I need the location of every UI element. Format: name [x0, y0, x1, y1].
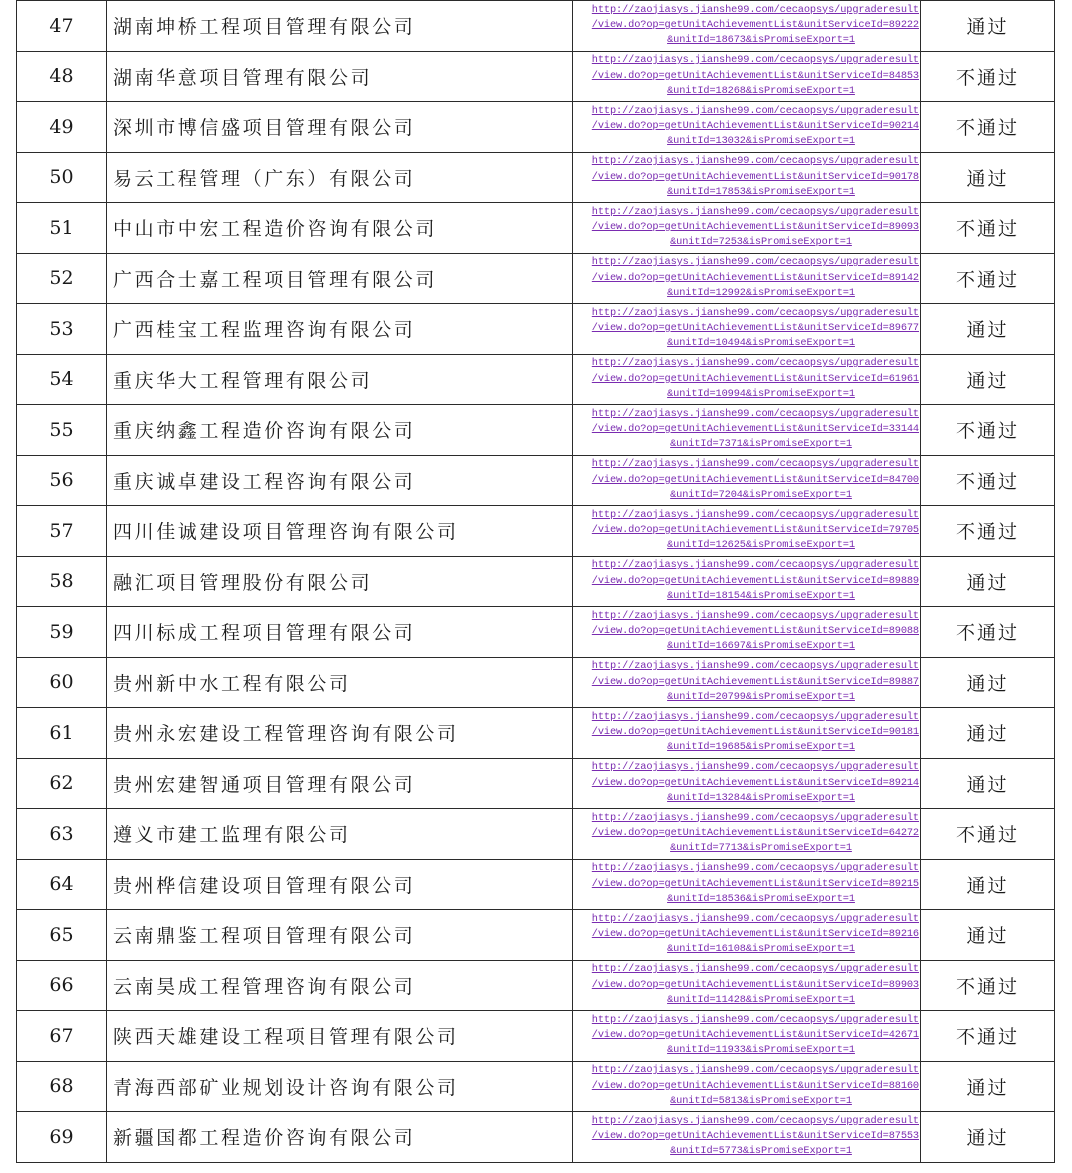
review-status: 通过 — [921, 859, 1055, 910]
results-sheet — [16, 0, 1054, 1163]
result-link-cell — [573, 910, 921, 961]
row-number: 53 — [17, 304, 107, 355]
result-link[interactable] — [573, 457, 919, 503]
company-name: 贵州新中水工程有限公司 — [107, 657, 573, 708]
row-number: 58 — [17, 556, 107, 607]
table-row — [17, 809, 1055, 860]
review-status: 通过 — [921, 1061, 1055, 1112]
review-status: 不通过 — [921, 405, 1055, 456]
result-link-line: /view.do?op=getUnitAchievementList&unitServiceId=84853 — [591, 69, 919, 82]
result-link[interactable] — [573, 710, 919, 756]
row-number: 60 — [17, 657, 107, 708]
review-status: 不通过 — [921, 102, 1055, 153]
table-row — [17, 354, 1055, 405]
result-link[interactable] — [573, 1114, 919, 1160]
result-link-line: /view.do?op=getUnitAchievementList&unitServiceId=89903 — [591, 978, 919, 991]
review-status: 通过 — [921, 1112, 1055, 1163]
row-number: 56 — [17, 455, 107, 506]
table-row — [17, 51, 1055, 102]
result-link-cell — [573, 1, 921, 52]
result-link-line: /view.do?op=getUnitAchievementList&unitServiceId=84700 — [591, 473, 919, 486]
table-row — [17, 556, 1055, 607]
row-number: 65 — [17, 910, 107, 961]
table-row — [17, 859, 1055, 910]
company-name: 重庆纳鑫工程造价咨询有限公司 — [107, 405, 573, 456]
row-number: 59 — [17, 607, 107, 658]
result-link[interactable] — [573, 861, 919, 907]
result-link-line: /view.do?op=getUnitAchievementList&unitServiceId=89093 — [591, 221, 919, 234]
result-link-line: http://zaojiasys.jianshe99.com/cecaopsys/upgraderesult — [591, 660, 919, 673]
row-number: 57 — [17, 506, 107, 557]
result-link-line: /view.do?op=getUnitAchievementList&unitServiceId=89088 — [591, 625, 919, 638]
result-link-line: /view.do?op=getUnitAchievementList&unitServiceId=90214 — [591, 120, 919, 133]
result-link-line: &unitId=7253&isPromiseExport=1 — [670, 236, 852, 249]
result-link[interactable] — [573, 104, 919, 150]
result-link-line: &unitId=18154&isPromiseExport=1 — [667, 589, 855, 602]
result-link-line: http://zaojiasys.jianshe99.com/cecaopsys/upgraderesult — [591, 912, 919, 925]
result-link-line: http://zaojiasys.jianshe99.com/cecaopsys/upgraderesult — [591, 811, 919, 824]
review-status: 通过 — [921, 708, 1055, 759]
result-link[interactable] — [573, 1063, 919, 1109]
result-link-line: &unitId=12625&isPromiseExport=1 — [667, 539, 855, 552]
results-table-body — [17, 1, 1055, 1163]
result-link[interactable] — [573, 609, 919, 655]
row-number: 63 — [17, 809, 107, 860]
result-link-line: &unitId=5813&isPromiseExport=1 — [670, 1094, 852, 1107]
result-link-line: /view.do?op=getUnitAchievementList&unitServiceId=89142 — [591, 271, 919, 284]
result-link-line: http://zaojiasys.jianshe99.com/cecaopsys/upgraderesult — [591, 963, 919, 976]
result-link-line: &unitId=12992&isPromiseExport=1 — [667, 286, 855, 299]
result-link-cell — [573, 1061, 921, 1112]
review-status: 通过 — [921, 354, 1055, 405]
table-row — [17, 455, 1055, 506]
row-number: 69 — [17, 1112, 107, 1163]
result-link-line: &unitId=18268&isPromiseExport=1 — [667, 84, 855, 97]
result-link-line: &unitId=13032&isPromiseExport=1 — [667, 135, 855, 148]
review-status: 通过 — [921, 1, 1055, 52]
result-link-cell — [573, 758, 921, 809]
result-link-cell — [573, 708, 921, 759]
result-link-line: &unitId=10494&isPromiseExport=1 — [667, 337, 855, 350]
result-link-line: &unitId=10994&isPromiseExport=1 — [667, 387, 855, 400]
result-link-line: &unitId=11428&isPromiseExport=1 — [667, 993, 855, 1006]
result-link-cell — [573, 556, 921, 607]
result-link-line: http://zaojiasys.jianshe99.com/cecaopsys/upgraderesult — [591, 1114, 919, 1127]
result-link-line: http://zaojiasys.jianshe99.com/cecaopsys/upgraderesult — [591, 609, 919, 622]
review-status: 不通过 — [921, 506, 1055, 557]
review-status: 不通过 — [921, 203, 1055, 254]
review-status: 通过 — [921, 910, 1055, 961]
row-number: 51 — [17, 203, 107, 254]
review-status: 不通过 — [921, 1011, 1055, 1062]
result-link[interactable] — [573, 407, 919, 453]
result-link[interactable] — [573, 508, 919, 554]
company-name: 遵义市建工监理有限公司 — [107, 809, 573, 860]
review-status: 通过 — [921, 657, 1055, 708]
row-number: 64 — [17, 859, 107, 910]
result-link-line: /view.do?op=getUnitAchievementList&unitServiceId=89677 — [591, 322, 919, 335]
result-link-line: &unitId=16697&isPromiseExport=1 — [667, 640, 855, 653]
result-link-line: /view.do?op=getUnitAchievementList&unitServiceId=79705 — [591, 524, 919, 537]
result-link-cell — [573, 809, 921, 860]
table-row — [17, 405, 1055, 456]
result-link-cell — [573, 506, 921, 557]
table-row — [17, 506, 1055, 557]
result-link-line: /view.do?op=getUnitAchievementList&unitServiceId=89215 — [591, 877, 919, 890]
row-number: 55 — [17, 405, 107, 456]
company-name: 新疆国都工程造价咨询有限公司 — [107, 1112, 573, 1163]
table-row — [17, 152, 1055, 203]
review-status: 通过 — [921, 758, 1055, 809]
result-link-line: http://zaojiasys.jianshe99.com/cecaopsys/upgraderesult — [591, 862, 919, 875]
row-number: 66 — [17, 960, 107, 1011]
result-link[interactable] — [573, 760, 919, 806]
company-name: 云南鼎鉴工程项目管理有限公司 — [107, 910, 573, 961]
result-link-line: &unitId=5773&isPromiseExport=1 — [670, 1145, 852, 1158]
company-name: 广西桂宝工程监理咨询有限公司 — [107, 304, 573, 355]
table-row — [17, 758, 1055, 809]
result-link-line: http://zaojiasys.jianshe99.com/cecaopsys/upgraderesult — [591, 104, 919, 117]
company-name: 湖南华意项目管理有限公司 — [107, 51, 573, 102]
row-number: 62 — [17, 758, 107, 809]
row-number: 54 — [17, 354, 107, 405]
result-link-line: http://zaojiasys.jianshe99.com/cecaopsys/upgraderesult — [591, 710, 919, 723]
review-status: 不通过 — [921, 809, 1055, 860]
result-link-cell — [573, 1011, 921, 1062]
result-link-line: &unitId=7713&isPromiseExport=1 — [670, 842, 852, 855]
result-link-cell — [573, 253, 921, 304]
company-name: 贵州永宏建设工程管理咨询有限公司 — [107, 708, 573, 759]
review-status: 不通过 — [921, 253, 1055, 304]
result-link-line: http://zaojiasys.jianshe99.com/cecaopsys/upgraderesult — [591, 3, 919, 16]
company-name: 深圳市博信盛项目管理有限公司 — [107, 102, 573, 153]
result-link-line: http://zaojiasys.jianshe99.com/cecaopsys/upgraderesult — [591, 54, 919, 67]
table-row — [17, 253, 1055, 304]
row-number: 48 — [17, 51, 107, 102]
result-link-line: &unitId=16108&isPromiseExport=1 — [667, 943, 855, 956]
review-status: 不通过 — [921, 960, 1055, 1011]
table-row — [17, 102, 1055, 153]
result-link-line: &unitId=11933&isPromiseExport=1 — [667, 1044, 855, 1057]
result-link-cell — [573, 607, 921, 658]
result-link-line: /view.do?op=getUnitAchievementList&unitServiceId=42671 — [591, 1029, 919, 1042]
result-link-line: /view.do?op=getUnitAchievementList&unitServiceId=89887 — [591, 675, 919, 688]
table-row — [17, 708, 1055, 759]
result-link-cell — [573, 405, 921, 456]
result-link-line: http://zaojiasys.jianshe99.com/cecaopsys/upgraderesult — [591, 508, 919, 521]
company-name: 广西合士嘉工程项目管理有限公司 — [107, 253, 573, 304]
review-status: 不通过 — [921, 607, 1055, 658]
result-link-line: /view.do?op=getUnitAchievementList&unitServiceId=64272 — [591, 827, 919, 840]
result-link[interactable] — [573, 356, 919, 402]
row-number: 50 — [17, 152, 107, 203]
result-link[interactable] — [573, 3, 919, 49]
review-status: 通过 — [921, 556, 1055, 607]
company-name: 重庆华大工程管理有限公司 — [107, 354, 573, 405]
result-link-line: &unitId=7204&isPromiseExport=1 — [670, 488, 852, 501]
result-link[interactable] — [573, 659, 919, 705]
table-row — [17, 910, 1055, 961]
table-row — [17, 960, 1055, 1011]
result-link-line: http://zaojiasys.jianshe99.com/cecaopsys/upgraderesult — [591, 256, 919, 269]
company-name: 青海西部矿业规划设计咨询有限公司 — [107, 1061, 573, 1112]
row-number: 68 — [17, 1061, 107, 1112]
review-status: 通过 — [921, 304, 1055, 355]
company-name: 陕西天雄建设工程项目管理有限公司 — [107, 1011, 573, 1062]
company-name: 易云工程管理（广东）有限公司 — [107, 152, 573, 203]
company-name: 贵州宏建智通项目管理有限公司 — [107, 758, 573, 809]
result-link-cell — [573, 455, 921, 506]
table-row — [17, 1112, 1055, 1163]
result-link-cell — [573, 304, 921, 355]
result-link-cell — [573, 102, 921, 153]
result-link-line: http://zaojiasys.jianshe99.com/cecaopsys/upgraderesult — [591, 205, 919, 218]
result-link-line: &unitId=19685&isPromiseExport=1 — [667, 741, 855, 754]
result-link-cell — [573, 203, 921, 254]
result-link[interactable] — [573, 558, 919, 604]
result-link-line: /view.do?op=getUnitAchievementList&unitServiceId=89889 — [591, 574, 919, 587]
result-link-cell — [573, 859, 921, 910]
row-number: 49 — [17, 102, 107, 153]
result-link-line: /view.do?op=getUnitAchievementList&unitServiceId=90181 — [591, 726, 919, 739]
result-link-line: /view.do?op=getUnitAchievementList&unitServiceId=89216 — [591, 928, 919, 941]
company-name: 四川标成工程项目管理有限公司 — [107, 607, 573, 658]
result-link-line: http://zaojiasys.jianshe99.com/cecaopsys/upgraderesult — [591, 357, 919, 370]
result-link[interactable] — [573, 205, 919, 251]
result-link-cell — [573, 51, 921, 102]
company-name: 中山市中宏工程造价咨询有限公司 — [107, 203, 573, 254]
result-link-line: /view.do?op=getUnitAchievementList&unitServiceId=33144 — [591, 423, 919, 436]
result-link[interactable] — [573, 1013, 919, 1059]
result-link-line: http://zaojiasys.jianshe99.com/cecaopsys/upgraderesult — [591, 155, 919, 168]
result-link[interactable] — [573, 154, 919, 200]
result-link[interactable] — [573, 811, 919, 857]
result-link-line: &unitId=18536&isPromiseExport=1 — [667, 892, 855, 905]
result-link[interactable] — [573, 962, 919, 1008]
result-link-line: &unitId=17853&isPromiseExport=1 — [667, 185, 855, 198]
row-number: 67 — [17, 1011, 107, 1062]
result-link-line: http://zaojiasys.jianshe99.com/cecaopsys/upgraderesult — [591, 1013, 919, 1026]
company-name: 重庆诚卓建设工程咨询有限公司 — [107, 455, 573, 506]
result-link-line: http://zaojiasys.jianshe99.com/cecaopsys/upgraderesult — [591, 407, 919, 420]
result-link-line: http://zaojiasys.jianshe99.com/cecaopsys/upgraderesult — [591, 761, 919, 774]
result-link[interactable] — [573, 255, 919, 301]
row-number: 61 — [17, 708, 107, 759]
table-row — [17, 1011, 1055, 1062]
result-link-line: &unitId=13284&isPromiseExport=1 — [667, 791, 855, 804]
result-link-cell — [573, 1112, 921, 1163]
company-name: 湖南坤桥工程项目管理有限公司 — [107, 1, 573, 52]
result-link-line: http://zaojiasys.jianshe99.com/cecaopsys/upgraderesult — [591, 458, 919, 471]
table-row — [17, 657, 1055, 708]
result-link-line: http://zaojiasys.jianshe99.com/cecaopsys/upgraderesult — [591, 306, 919, 319]
company-name: 贵州桦信建设项目管理有限公司 — [107, 859, 573, 910]
result-link-line: http://zaojiasys.jianshe99.com/cecaopsys/upgraderesult — [591, 559, 919, 572]
table-row — [17, 1061, 1055, 1112]
result-link-cell — [573, 657, 921, 708]
results-table — [16, 0, 1055, 1163]
result-link-line: &unitId=18673&isPromiseExport=1 — [667, 34, 855, 47]
row-number: 52 — [17, 253, 107, 304]
result-link-line: &unitId=20799&isPromiseExport=1 — [667, 690, 855, 703]
table-row — [17, 304, 1055, 355]
result-link-line: /view.do?op=getUnitAchievementList&unitServiceId=89222 — [591, 19, 919, 32]
result-link-line: /view.do?op=getUnitAchievementList&unitServiceId=90178 — [591, 170, 919, 183]
result-link-line: &unitId=7371&isPromiseExport=1 — [670, 438, 852, 451]
result-link-cell — [573, 960, 921, 1011]
table-row — [17, 203, 1055, 254]
row-number: 47 — [17, 1, 107, 52]
result-link-cell — [573, 354, 921, 405]
table-row — [17, 1, 1055, 52]
result-link-line: /view.do?op=getUnitAchievementList&unitServiceId=61961 — [591, 372, 919, 385]
result-link-line: /view.do?op=getUnitAchievementList&unitServiceId=88160 — [591, 1079, 919, 1092]
result-link-cell — [573, 152, 921, 203]
company-name: 融汇项目管理股份有限公司 — [107, 556, 573, 607]
result-link-line: /view.do?op=getUnitAchievementList&unitServiceId=89214 — [591, 776, 919, 789]
table-row — [17, 607, 1055, 658]
review-status: 不通过 — [921, 455, 1055, 506]
company-name: 云南昊成工程管理咨询有限公司 — [107, 960, 573, 1011]
result-link-line: http://zaojiasys.jianshe99.com/cecaopsys/upgraderesult — [591, 1064, 919, 1077]
result-link-line: /view.do?op=getUnitAchievementList&unitServiceId=87553 — [591, 1130, 919, 1143]
review-status: 通过 — [921, 152, 1055, 203]
company-name: 四川佳诚建设项目管理咨询有限公司 — [107, 506, 573, 557]
result-link[interactable] — [573, 53, 919, 99]
result-link[interactable] — [573, 306, 919, 352]
review-status: 不通过 — [921, 51, 1055, 102]
result-link[interactable] — [573, 912, 919, 958]
